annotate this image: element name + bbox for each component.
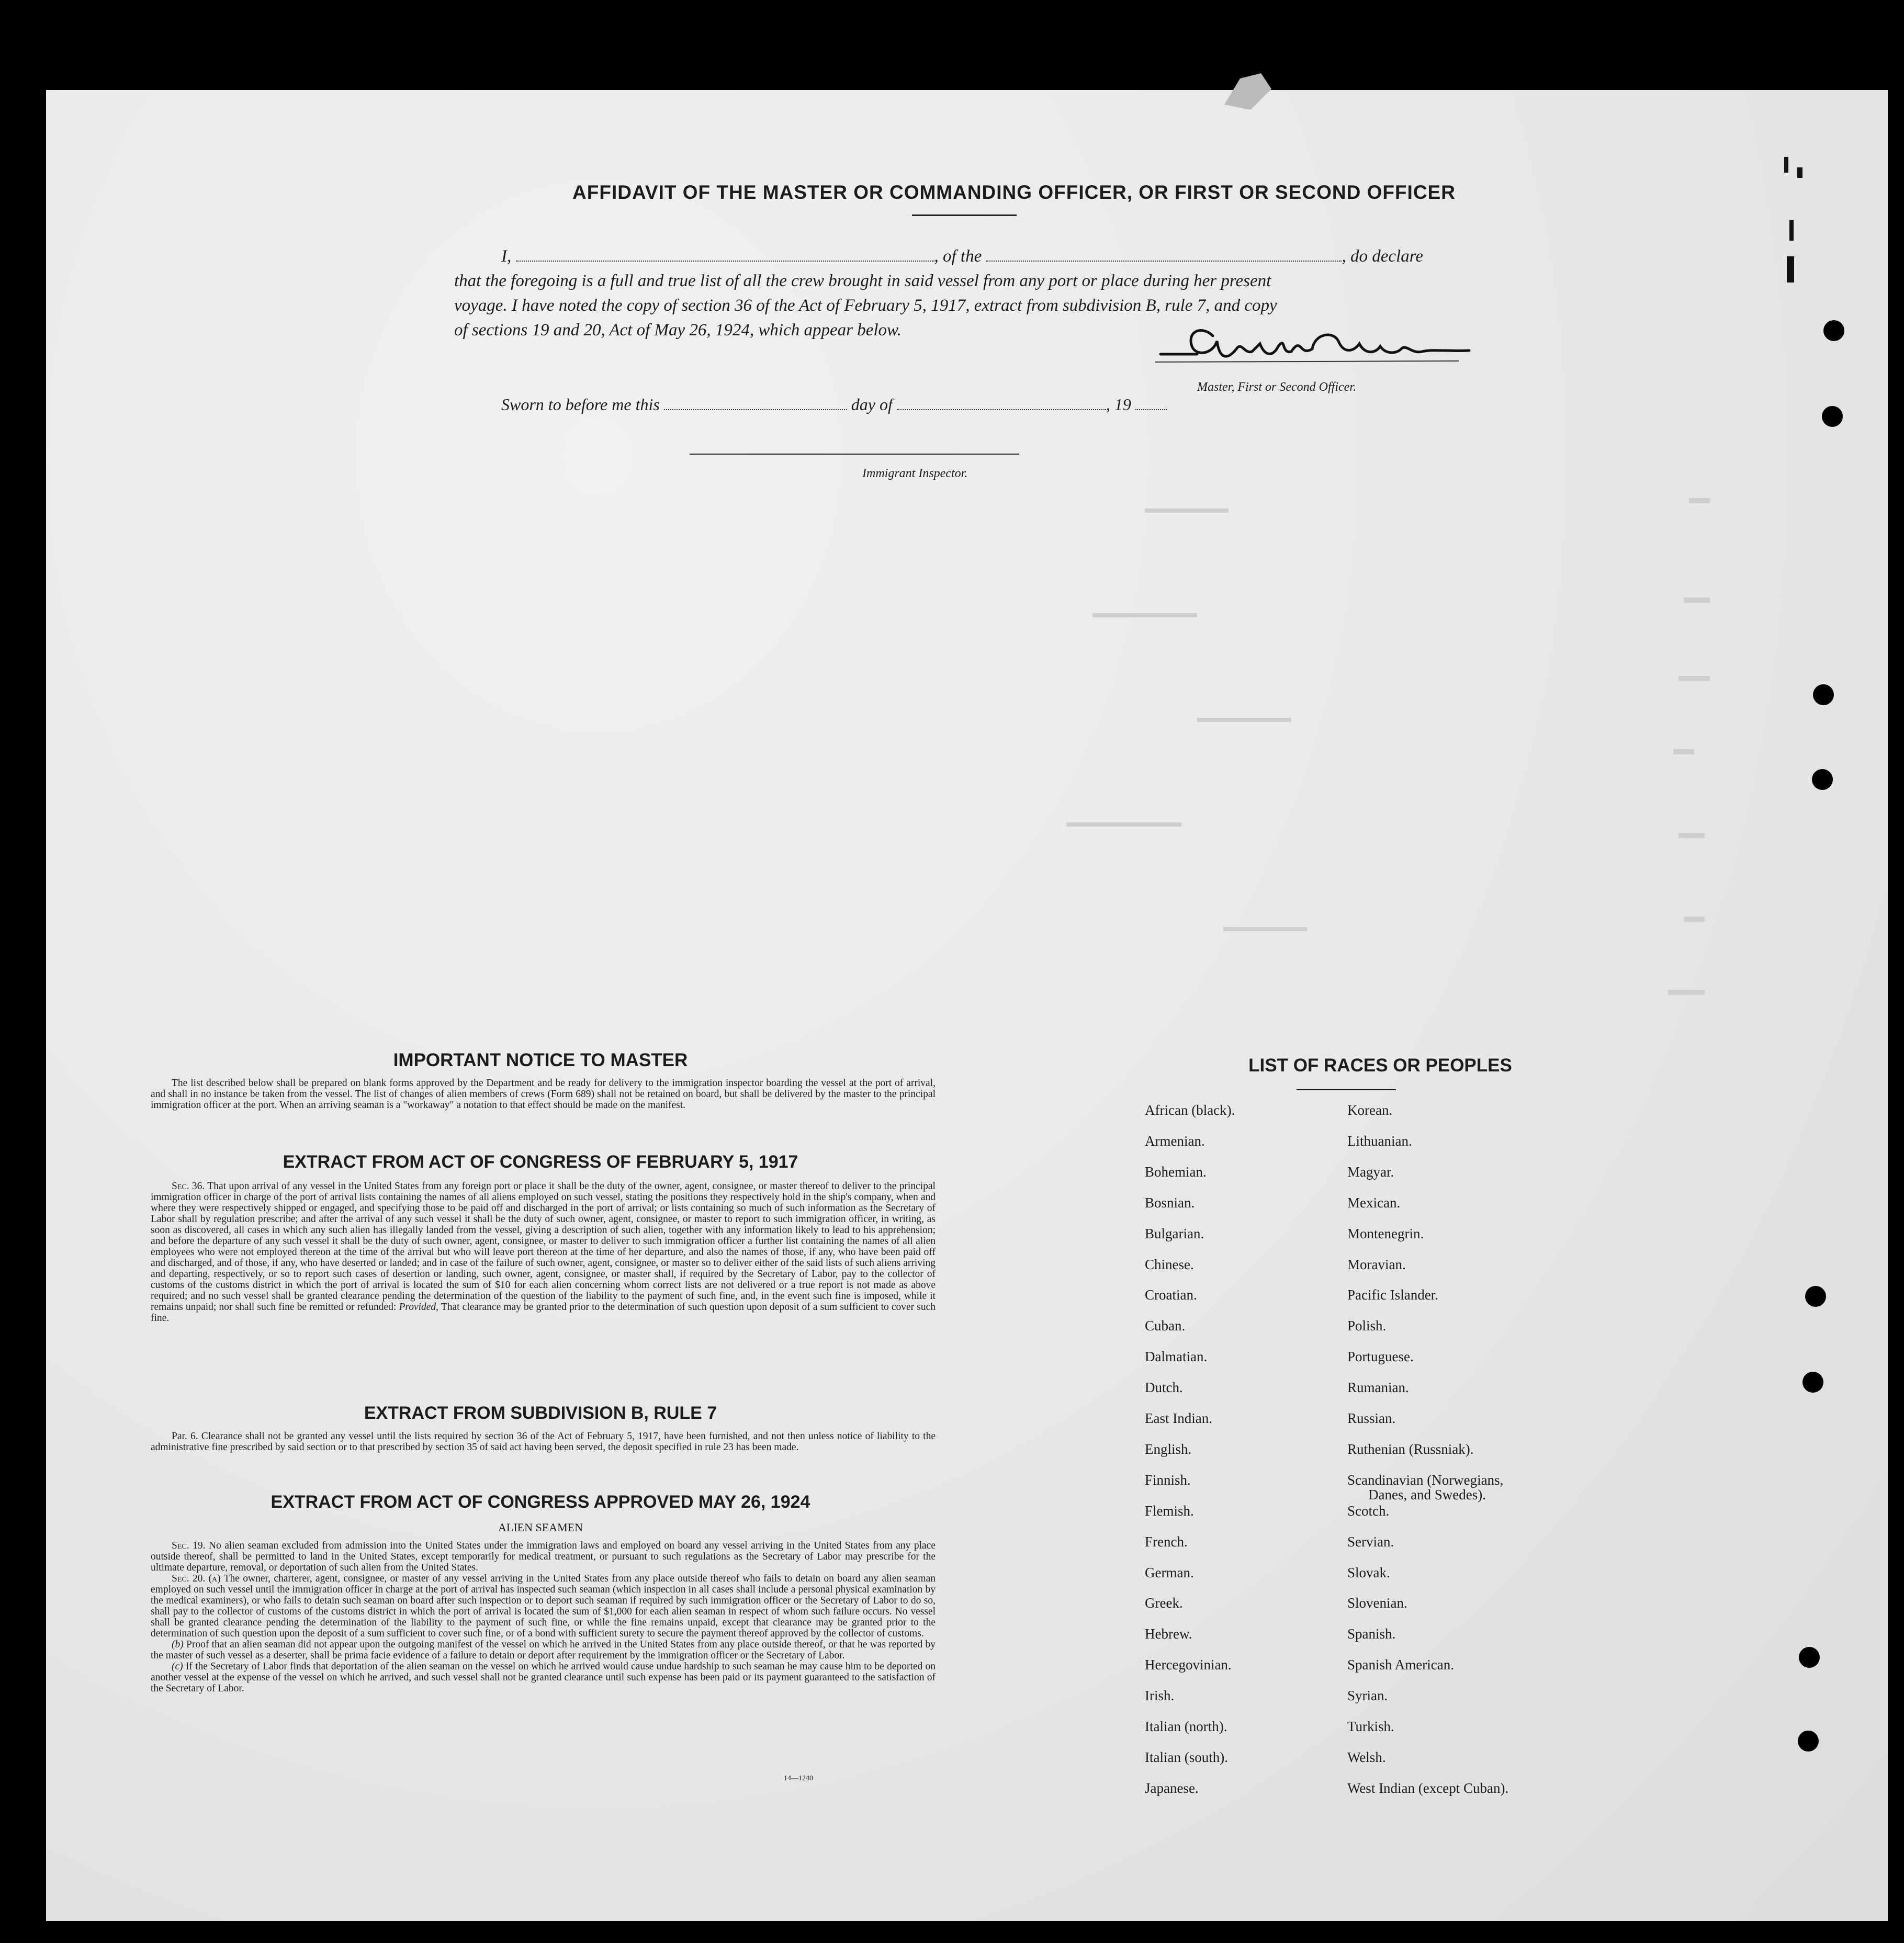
race-item: Bosnian.	[1145, 1194, 1195, 1211]
title-divider	[912, 214, 1017, 216]
alien-seamen-subtitle: ALIEN SEAMEN	[498, 1521, 583, 1534]
race-item: Polish.	[1347, 1318, 1387, 1334]
punch-hole	[1798, 1731, 1819, 1752]
sworn-month-blank[interactable]	[897, 393, 1106, 410]
race-item: Slovenian.	[1347, 1595, 1407, 1611]
race-item: German.	[1145, 1564, 1194, 1580]
races-title: LIST OF RACES OR PEOPLES	[1248, 1055, 1512, 1076]
race-item: Lithuanian.	[1347, 1133, 1412, 1149]
declaration-declare: , do declare	[1342, 247, 1423, 266]
race-item: Irish.	[1145, 1688, 1175, 1704]
race-item-continuation: Danes, and Swedes).	[1368, 1486, 1486, 1503]
race-item: Mexican.	[1347, 1194, 1401, 1211]
sworn-day-of: day of	[851, 395, 893, 414]
sec-20a-paragraph	[151, 1573, 936, 1639]
race-item: Portuguese.	[1347, 1349, 1414, 1365]
race-item: Bohemian.	[1145, 1163, 1207, 1180]
punch-hole	[1805, 1286, 1826, 1307]
sec-20a-label: Sec. 20. (a)	[172, 1573, 221, 1584]
notice-body: The list described below shall be prepared on blank forms approved by the Department and be ready for delivery to the immigration inspector boarding the vessel at the port of arrival, and shall in no instance be taken from the vessel. The list of changes of alien members of crews (Form 689) shall not be retained on board, but shall be delivered by the master to the principal immigration officer at the port. When an arriving seaman is a "workaway" a notation to that effect should be made on the manifest.	[151, 1078, 936, 1111]
race-item: Hercegovinian.	[1145, 1657, 1232, 1673]
document-page	[46, 90, 1888, 1921]
inspector-signature-line[interactable]	[690, 454, 1019, 455]
sec-36-label: Sec. 36.	[172, 1181, 205, 1192]
race-item: African (black).	[1145, 1102, 1235, 1118]
race-item: Moravian.	[1347, 1256, 1406, 1272]
race-item: Scandinavian (Norwegians,	[1347, 1472, 1504, 1488]
sec-36-text: That upon arrival of any vessel in the United States from any foreign port or place it shall be the duty of the owner, agent, consignee, or master thereof to deliver to the principal immigration officer in charge of the port of arrival lists containing the names of all aliens employed on such vessel, stating the positions they respectively hold in the ship's company, when and where they were respectively shipped or engaged, and specifying those to be paid off and discharged in the port of arrival; or lists containing so much of such information as the Secretary of Labor shall by regulation prescribe; and after the arrival of any such vessel it shall be the duty of such owner, agent, consignee, or master to report to such immigration officer, in writing, as soon as discovered, all cases in which any such alien has illegally landed from the vessel, giving a description of such alien, together with any information likely to lead to his apprehension; and before the departure of any such vessel it shall be the duty of such owner, agent, consignee, or master to deliver to such immigration officer a further list containing the names of all alien employees who were not employed thereon at the time of the arrival but who will leave port thereon at the time of her departure, and also the names of those, if any, who have been paid off and discharged, and of those, if any, who have deserted or landed; and in case of the failure of such owner, agent, consignee, or master so to deliver either of the said lists of such aliens arriving and departing, respectively, or so to report such cases of desertion or landing, such owner, agent, consignee, or master shall, if required by the Secretary of Labor, pay to the collector of customs of the customs district in which the port of arrival is located the sum of $10 for each alien concerning whom correct lists are not delivered or a true report is not made as above required; and no such vessel shall be granted clearance pending the determination of the question of the liability to the payment of such fine, and, in the event such fine is imposed, while it remains unpaid; nor shall such fine be remitted or refunded:	[151, 1181, 936, 1313]
race-item: Pacific Islander.	[1347, 1287, 1438, 1303]
race-item: Dutch.	[1145, 1380, 1183, 1396]
sworn-year-blank[interactable]	[1135, 393, 1167, 410]
sec-20b-paragraph	[151, 1639, 936, 1661]
punch-hole	[1799, 1647, 1820, 1668]
race-item: Magyar.	[1347, 1163, 1394, 1180]
torn-paper-mark	[1214, 68, 1277, 115]
punch-hole	[1813, 684, 1834, 705]
race-item: Servian.	[1347, 1533, 1394, 1550]
sec-20a-text: The owner, charterer, agent, consignee, or master of any vessel arriving in the United States from any place outside thereof who fails to detain on board any alien seaman employed on such vessel until the immigration officer in charge at the port of arrival has inspected such seaman (which inspection in all cases shall include a personal physical examination by the medical examiners), or who fails to detain such seaman on board after such inspection or to deport such seaman if required by such immigration officer or the Secretary of Labor to do so, shall pay to the collector of customs of the customs district in which the port of arrival is located the sum of $1,000 for each alien seaman in respect of whom such failure occurs. No vessel shall be granted clearance pending the determination of the liability to the payment of such fine, or while the fine remains unpaid, except that clearance may be granted prior to the determination of such question upon the deposit of a sum sufficient to cover such fine, or of a bond with sufficient surety to secure the payment thereof approved by the collector of customs.	[151, 1573, 936, 1639]
race-item: Cuban.	[1145, 1318, 1186, 1334]
declaration-line-4: of sections 19 and 20, Act of May 26, 1924, which appear below.	[454, 321, 902, 340]
race-item: Spanish.	[1347, 1626, 1396, 1642]
declaration-of-the: , of the	[934, 247, 982, 266]
race-item: Russian.	[1347, 1410, 1396, 1426]
race-item: Rumanian.	[1347, 1380, 1409, 1396]
signature-caption: Master, First or Second Officer.	[1197, 380, 1356, 394]
punch-hole	[1822, 406, 1843, 427]
race-item: West Indian (except Cuban).	[1347, 1780, 1509, 1796]
race-item: Finnish.	[1145, 1472, 1191, 1488]
race-item: Scotch.	[1347, 1503, 1390, 1519]
punch-hole	[1802, 1372, 1823, 1393]
sworn-prefix: Sworn to before me this	[501, 395, 660, 414]
extract-rule7-body: Par. 6. Clearance shall not be granted any vessel until the lists required by section 36 of the Act of February 5, 1917, have been furnished, and not then unless notice of liability to the administrative fine prescribed by said section or to that prescribed by section 35 of said act having been served, the deposit specified in rule 23 has been made.	[151, 1431, 936, 1453]
race-item: Syrian.	[1347, 1688, 1388, 1704]
race-item: Japanese.	[1145, 1780, 1199, 1796]
race-item: Spanish American.	[1347, 1657, 1454, 1673]
race-item: Dalmatian.	[1145, 1349, 1208, 1365]
race-item: Bulgarian.	[1145, 1225, 1204, 1241]
extract-1924-title: EXTRACT FROM ACT OF CONGRESS APPROVED MAY 26, 1924	[271, 1492, 810, 1512]
extract-1917-body	[151, 1181, 936, 1324]
race-item: Ruthenian (Russniak).	[1347, 1441, 1474, 1457]
torn-edge-marks	[1768, 146, 1821, 314]
bleed-through-marks	[726, 456, 1720, 1136]
sec-19-label: Sec. 19.	[172, 1540, 206, 1551]
declaration-line-3: voyage. I have noted the copy of section 36 of the Act of February 5, 1917, extract from subdivision B, rule 7, and copy	[454, 296, 1277, 315]
race-item: English.	[1145, 1441, 1192, 1457]
sec-20c-label: (c)	[172, 1661, 183, 1672]
race-item: French.	[1145, 1533, 1188, 1550]
sec-20b-text: Proof that an alien seaman did not appear upon the outgoing manifest of the vessel on which he arrived in the United States from any place outside thereof, or that he was reported by the master of such vessel as a deserter, shall be prima facie evidence of a failure to detain or deport after requirement by the immigration officer or the Secretary of Labor.	[151, 1639, 936, 1661]
races-right-column	[1347, 1102, 1609, 1796]
race-item: Italian (south).	[1145, 1749, 1228, 1765]
race-item: Armenian.	[1145, 1133, 1205, 1149]
race-item: Flemish.	[1145, 1503, 1194, 1519]
race-item: Welsh.	[1347, 1749, 1386, 1765]
sec-36-text-end: That clearance may be granted prior to the determination of such question upon deposit of a sum sufficient to cover such fine.	[151, 1302, 936, 1324]
form-number: 14—1240	[784, 1775, 813, 1782]
sec-20c-text: If the Secretary of Labor finds that deportation of the alien seaman on the vessel on which he arrived would cause undue hardship to such seaman he may cause him to be deported on another vessel at the expense of the vessel on which he arrived, and such vessel shall not be granted clearance until such expense has been paid or its payment guaranteed to the satisfaction of the Secretary of Labor.	[151, 1661, 936, 1694]
race-item: Croatian.	[1145, 1287, 1197, 1303]
extract-1917-title: EXTRACT FROM ACT OF CONGRESS OF FEBRUARY 5, 1917	[283, 1152, 798, 1172]
declaration-line-2: that the foregoing is a full and true list of all the crew brought in said vessel from any port or place during her present	[454, 272, 1271, 290]
provided-label: Provided,	[399, 1302, 439, 1313]
race-item: Korean.	[1347, 1102, 1393, 1118]
notice-title: IMPORTANT NOTICE TO MASTER	[393, 1050, 688, 1070]
extract-rule7-title: EXTRACT FROM SUBDIVISION B, RULE 7	[364, 1403, 717, 1423]
race-item: Montenegrin.	[1347, 1225, 1424, 1241]
sec-19-text: No alien seaman excluded from admission into the United States under the immigration laws and employed on board any vessel arriving in the United States from any place outside thereof, shall be permitted to land in the United States, except temporarily for medical treatment, or pursuant to such regulations as the Secretary of Labor may prescribe for the ultimate departure, removal, or deportation of such alien from the United States.	[151, 1540, 936, 1573]
punch-hole	[1823, 320, 1844, 341]
sworn-day-blank[interactable]	[664, 393, 847, 410]
race-item: Chinese.	[1145, 1256, 1194, 1272]
affidavit-title: AFFIDAVIT OF THE MASTER OR COMMANDING OFFICER, OR FIRST OR SECOND OFFICER	[572, 182, 1456, 203]
master-signature	[1134, 304, 1501, 378]
sec-19-paragraph	[151, 1540, 936, 1573]
race-item: Greek.	[1145, 1595, 1183, 1611]
declaration-line-1	[454, 244, 1527, 269]
sec-20b-label: (b)	[172, 1639, 184, 1650]
declarant-name-blank[interactable]	[516, 245, 934, 262]
race-item: Hebrew.	[1145, 1626, 1192, 1642]
inspector-caption: Immigrant Inspector.	[862, 467, 968, 480]
races-left-column	[1145, 1102, 1354, 1796]
punch-hole	[1812, 769, 1833, 790]
race-item: Turkish.	[1347, 1719, 1394, 1734]
race-item: Italian (north).	[1145, 1719, 1227, 1734]
declaration-i: I,	[501, 247, 512, 266]
sec-20c-paragraph	[151, 1661, 936, 1694]
vessel-name-blank[interactable]	[986, 245, 1342, 262]
sworn-line	[501, 393, 1167, 414]
race-item: East Indian.	[1145, 1410, 1212, 1426]
sworn-year-prefix: , 19	[1106, 395, 1131, 414]
extract-1924-body	[151, 1540, 936, 1694]
race-item: Slovak.	[1347, 1564, 1390, 1580]
